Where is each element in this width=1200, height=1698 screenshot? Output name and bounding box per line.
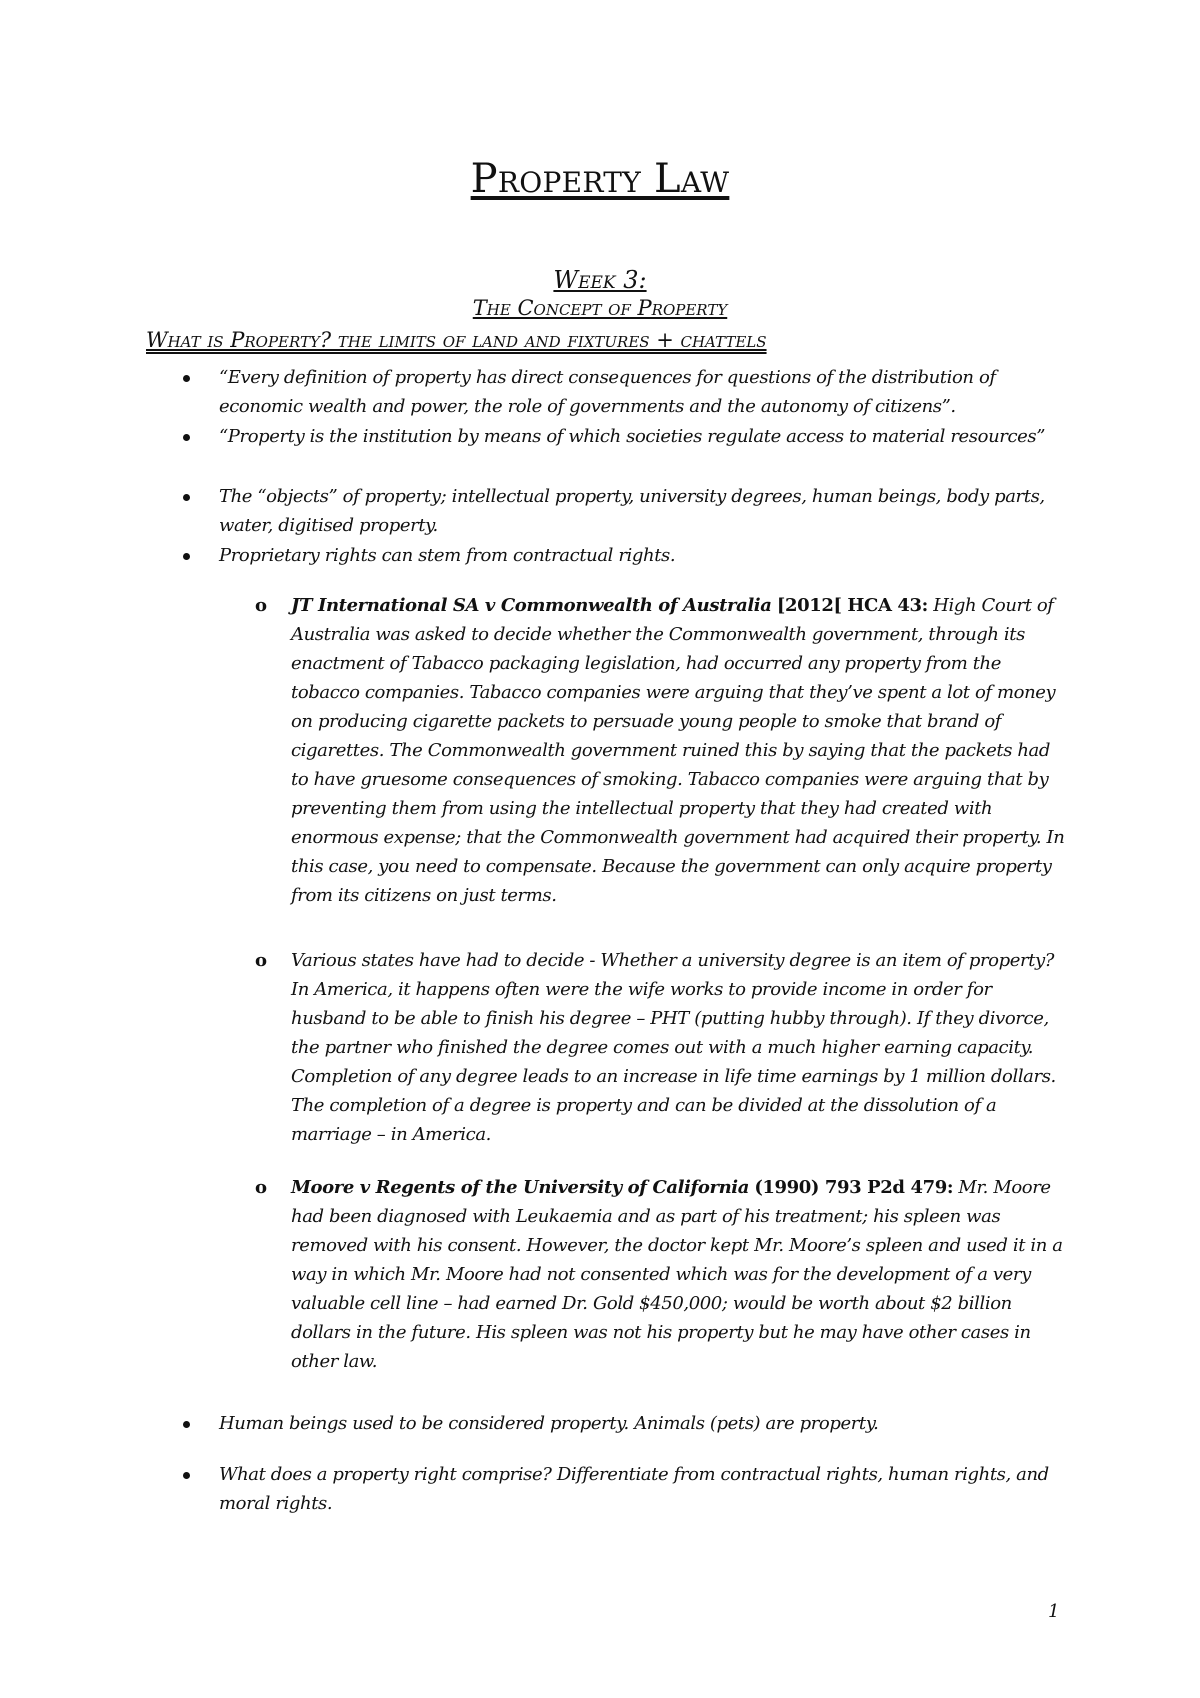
- case-summary: Mr. Moore had been diagnosed with Leukaemia and as part of his treatment; his spleen was removed with his consent. However, the doctor kept Mr. Moore’s spleen and used it in a way in which Mr. Moore had not consented which was for the development of a very valuable cell line – had earned Dr. Gold $450,000; would be worth about $2 billion dollars in the future. His spleen was not his property but he may have other cases in other law.: [291, 1177, 1063, 1372]
- topic-heading: What is Property? the limits of land and fixtures + chattels: [146, 328, 767, 352]
- week-heading: Week 3:: [553, 266, 647, 294]
- bullet-icon: [183, 1421, 190, 1428]
- sub-item-text: Various states have had to decide - Whether a university degree is an item of property? In America, it happens often were the wife works to provide income in order for husband to be able to finish his degree – PHT (putting hubby through). If they divorce, the partner who finished the degree comes out with a much higher earning capacity. Completion of any degree leads to an increase in life time earnings by 1 million dollars. The completion of a degree is property and can be divided at the dissolution of a marriage – in America.: [291, 950, 1056, 1145]
- bullet-icon: [183, 1472, 190, 1479]
- sub-bullet-icon: o: [255, 1177, 267, 1198]
- case-summary: High Court of Australia was asked to decide whether the Commonwealth government, through its enactment of Tabacco packaging legislation, had occurred any property from the tobacco companies. Tabacco companies were arguing that they’ve spent a lot of money on producing cigarette packets to persuade young people to smoke that brand of cigarettes. The Commonwealth government ruined this by saying that the packets had to have gruesome consequences of smoking. Tabacco companies were arguing that by preventing them from using the intellectual property that they had created with enormous expense; that the Commonwealth government had acquired their property. In this case, you need to compensate. Because the government can only acquire property from its citizens on just terms.: [291, 595, 1065, 906]
- bullet-icon: [183, 494, 190, 501]
- bullet-icon: [183, 375, 190, 382]
- sub-item-text: [291, 1173, 1069, 1376]
- bullet-icon: [183, 553, 190, 560]
- bullet-text: “Every definition of property has direct consequences for questions of the distribution of economic wealth and power, the role of governments and the autonomy of citizens”.: [219, 367, 996, 417]
- bullet-text: “Property is the institution by means of which societies regulate access to material resources”: [219, 426, 1046, 447]
- concept-heading: The Concept of Property: [472, 296, 728, 320]
- bullet-text: Human beings used to be considered property. Animals (pets) are property.: [219, 1413, 879, 1434]
- case-name: Moore v Regents of the University of California: [291, 1177, 749, 1198]
- sub-item-text: [291, 591, 1069, 910]
- bullet-icon: [183, 434, 190, 441]
- case-citation: (1990) 793 P2d 479:: [754, 1177, 954, 1198]
- sub-bullet-icon: o: [255, 950, 267, 971]
- document-title: Property Law: [470, 156, 730, 202]
- bullet-text: What does a property right comprise? Differentiate from contractual rights, human rights, and moral rights.: [219, 1464, 1049, 1514]
- bullet-text: Proprietary rights can stem from contractual rights.: [219, 545, 676, 566]
- bullet-text: The “objects” of property; intellectual property, university degrees, human beings, body parts, water, digitised property.: [219, 486, 1045, 536]
- page-number: 1: [1048, 1601, 1060, 1622]
- case-citation: [2012[ HCA 43:: [776, 595, 928, 616]
- sub-bullet-icon: o: [255, 595, 267, 616]
- case-name: JT International SA v Commonwealth of Australia: [291, 595, 772, 616]
